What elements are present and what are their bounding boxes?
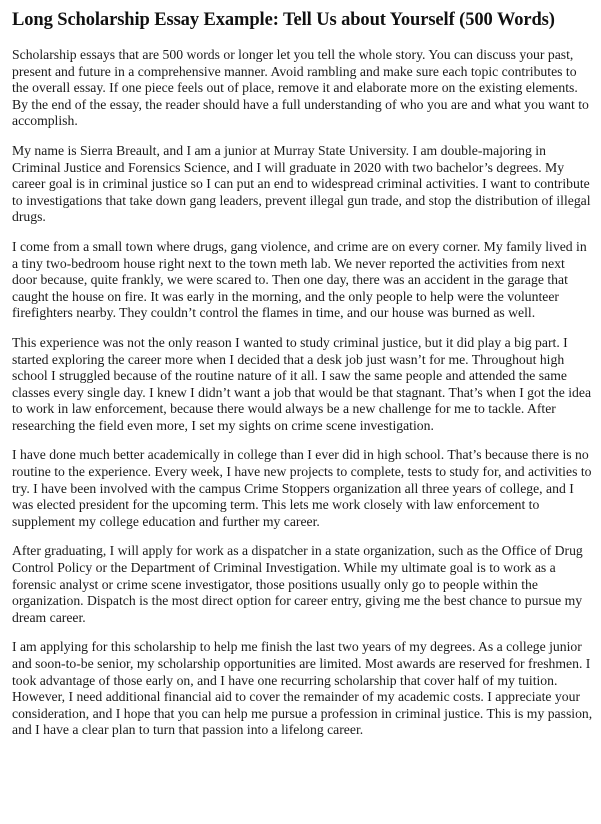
paragraph-closing: I am applying for this scholarship to help me finish the last two years of my degrees. As a college junior and soon-to-be senior, my scholarship opportunities are limited. Most awards are reserved for freshmen. I took advantage of those early on, and I have one recurring scholarship that cover half of my tuition. However, I need additional financial aid to cover the remainder of my academic costs. I appreciate your consideration, and I hope that you can help me pursue a profession in criminal justice. This is my passion, and I have a clear plan to turn that passion into a lifelong career. [12, 639, 593, 738]
paragraph-introduction-self: My name is Sierra Breault, and I am a junior at Murray State University. I am double-majoring in Criminal Justice and Forensics Science, and I will graduate in 2020 with two bachelor’s degrees. My career goal is in criminal justice so I can put an end to widespread criminal activities. I want to contribute to investigations that take down gang leaders, prevent illegal gun trade, and stop the distribution of illegal drugs. [12, 142, 591, 225]
paragraph-motivation: This experience was not the only reason I wanted to study criminal justice, but it did play a big part. I started exploring the career more when I decided that a desk job just wasn’t for me. Throughout high school I struggled because of the routine nature of it all. I saw the same people and attended the same classes every single day. I knew I didn’t want a job that would be that stagnant. That’s when I got the idea to work in law enforcement, because there would always be a new challenge for me to tackle. After researching the field even more, I set my sights on crime scene investigation. [12, 334, 592, 433]
paragraph-hometown: I come from a small town where drugs, gang violence, and crime are on every corner. My family lived in a tiny two-bedroom house right next to the town meth lab. We never reported the activities from next door because, quite frankly, we were scared to. Then one day, there was an accident in the garage that caught the house on fire. It was early in the morning, and the only people to help were the volunteer firefighters nearby. They couldn’t control the flames in time, and our house was burned as well. [12, 238, 587, 321]
paragraph-college: I have done much better academically in college than I ever did in high school. That’s because there is no routine to the experience. Every week, I have new projects to complete, tests to study for, and activities to try. I have been involved with the campus Crime Stoppers organization all three years of college, and I was elected president for the upcoming term. This lets me work closely with law enforcement to supplement my college education and further my career. [12, 447, 592, 529]
paragraph-intro: Scholarship essays that are 500 words or longer let you tell the whole story. You can discuss your past, present and future in a comprehensive manner. Avoid rambling and make sure each topic contributes to the overall essay. If one piece feels out of place, remove it and elaborate more on the existing elements. By the end of the essay, the reader should have a full understanding of who you are and what you want to accomplish. [12, 47, 589, 129]
essay-title: Long Scholarship Essay Example: Tell Us about Yourself (500 Words) [12, 10, 555, 30]
paragraph-career-plan: After graduating, I will apply for work as a dispatcher in a state organization, such as the Office of Drug Control Policy or the Department of Criminal Investigation. While my ultimate goal is to work as a forensic analyst or crime scene investigator, those positions usually only go to people within the organization. Dispatch is the most direct option for career entry, giving me the best chance to pursue my dream career. [12, 543, 583, 625]
